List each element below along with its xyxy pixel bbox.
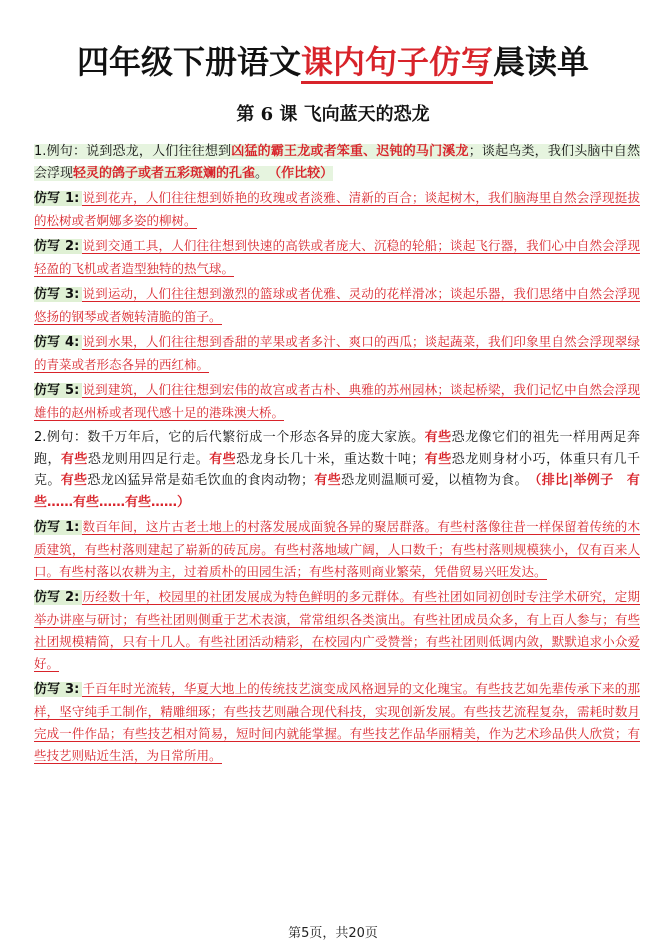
example-2-keyword: 有些 [314, 473, 342, 488]
imitation-text: 说到水果，人们往往想到香甜的苹果或者多汁、爽口的西瓜；谈起蔬菜，我们印象里自然会浮现翠绿的青菜或者形态各异的西红柿。 [34, 334, 640, 372]
example-2-keyword: 有些 [60, 473, 88, 488]
example-2 [34, 427, 640, 513]
main-title [0, 40, 666, 84]
lesson-title: 第 6 课 飞向蓝天的恐龙 [236, 104, 430, 125]
example-1-tag: （作比较） [274, 165, 334, 181]
example-2-keyword: 有些 [60, 451, 88, 467]
example-1-text-a: 1.例句：说到恐龙，人们往往想到 [34, 144, 232, 159]
imitation-text: 说到花卉，人们往往想到娇艳的玫瑰或者淡雅、清新的百合；谈起树木，我们脑海里自然会浮现挺拔的松树或者婀娜多姿的柳树。 [34, 190, 640, 228]
imitation-text: 千百年时光流转，华夏大地上的传统技艺演变成风格迥异的文化瑰宝。有些技艺如先辈传承下来的那样，坚守纯手工制作，精雕细琢；有些技艺则融合现代科技，实现创新发展。有些技艺流程复杂，需耗时数月完成一件作品；有些技艺相对简易，短时间内就能掌握。有些技艺作品华丽精美，作为艺术珍品供人欣赏；有些技艺则贴近生活，为日常所用。 [34, 681, 640, 763]
imitation-1-4 [34, 331, 640, 376]
imitation-text: 说到建筑，人们往往想到宏伟的故宫或者古朴、典雅的苏州园林；谈起桥梁，我们记忆中自然会浮现雄伟的赵州桥或者现代感十足的港珠澳大桥。 [34, 382, 640, 420]
imitation-label: 仿写 3: [34, 287, 82, 302]
example-1 [34, 141, 640, 184]
imitation-1-2 [34, 235, 640, 280]
imitation-label: 仿写 2: [34, 590, 82, 605]
title-highlight: 课内句子仿写 [301, 43, 493, 84]
example-2-text-f: 恐龙凶猛异常是茹毛饮血的食肉动物； [87, 473, 315, 488]
imitation-2-1 [34, 516, 640, 583]
imitation-label: 仿写 4: [34, 335, 82, 350]
page-footer: 第5页，共20页 [288, 926, 378, 941]
example-1-highlight-1: 凶猛的霸王龙或者笨重、迟钝的马门溪龙 [231, 144, 469, 159]
example-2-keyword: 有些 [424, 451, 452, 467]
example-2-keyword: 有些 [209, 451, 237, 467]
example-2-text-b: 恐龙像它们的祖先一样用两足奔跑， [34, 430, 640, 467]
example-2-tag: （排比|举例子 有些……有些……有些……） [34, 473, 640, 510]
imitation-label: 仿写 1: [34, 520, 82, 535]
imitation-label: 仿写 5: [34, 383, 82, 398]
example-1-text-b: ；谈起鸟类，我们头脑中自然会浮现 [34, 144, 640, 181]
title-part-3: 晨读单 [493, 43, 590, 81]
imitation-2-3 [34, 678, 640, 767]
example-1-text-c: 。 [255, 165, 262, 181]
example-1-highlight-2: 轻灵的鸽子或者五彩斑斓的孔雀 [73, 165, 256, 181]
example-2-keyword: 有些 [424, 430, 452, 445]
imitation-text: 历经数十年，校园里的社团发展成为特色鲜明的多元群体。有些社团如同初创时专注学术研究，定期举办讲座与研讨；有些社团则侧重于艺术表演，常常组织各类演出。有些社团成员众多，有上百人参与；有些社团规模精简，只有十几人。有些社团活动精彩，在校园内广受赞誉；有些社团则低调内敛，默默追求小众爱好。 [34, 589, 640, 671]
title-part-1: 四年级下册语文 [76, 43, 301, 81]
imitation-1-3 [34, 283, 640, 328]
imitation-label: 仿写 2: [34, 239, 82, 254]
imitation-text: 说到交通工具，人们往往想到快速的高铁或者庞大、沉稳的轮船；谈起飞行器，我们心中自然会浮现轻盈的飞机或者造型独特的热气球。 [34, 238, 640, 276]
imitation-label: 仿写 1: [34, 191, 82, 206]
example-2-text-d: 恐龙身长几十米，重达数十吨； [236, 451, 425, 467]
example-2-text-c: 恐龙则用四足行走。 [87, 451, 210, 467]
content [34, 141, 640, 767]
imitation-2-2 [34, 586, 640, 675]
imitation-1-1 [34, 187, 640, 232]
example-2-text-a: 2.例句：数千万年后，它的后代繁衍成一个形态各异的庞大家族。 [34, 430, 425, 445]
imitation-1-5 [34, 379, 640, 424]
imitation-text: 说到运动，人们往往想到激烈的篮球或者优雅、灵动的花样滑冰；谈起乐器，我们思绪中自然会浮现悠扬的钢琴或者婉转清脆的笛子。 [34, 286, 640, 324]
imitation-label: 仿写 3: [34, 682, 82, 697]
imitation-text: 数百年间，这片古老土地上的村落发展成面貌各异的聚居群落。有些村落像往昔一样保留着传统的木质建筑，有些村落则建起了崭新的砖瓦房。有些村落地域广阔，人口数千；有些村落则规模狭小，仅有百来人口。有些村落以农耕为主，过着质朴的田园生活；有些村落则商业繁荣，凭借贸易兴旺发达。 [34, 519, 640, 579]
example-2-text-g: 恐龙则温顺可爱，以植物为食。 [341, 473, 522, 488]
example-2-text-e: 恐龙则身材小巧，体重只有几千克。 [34, 451, 640, 488]
